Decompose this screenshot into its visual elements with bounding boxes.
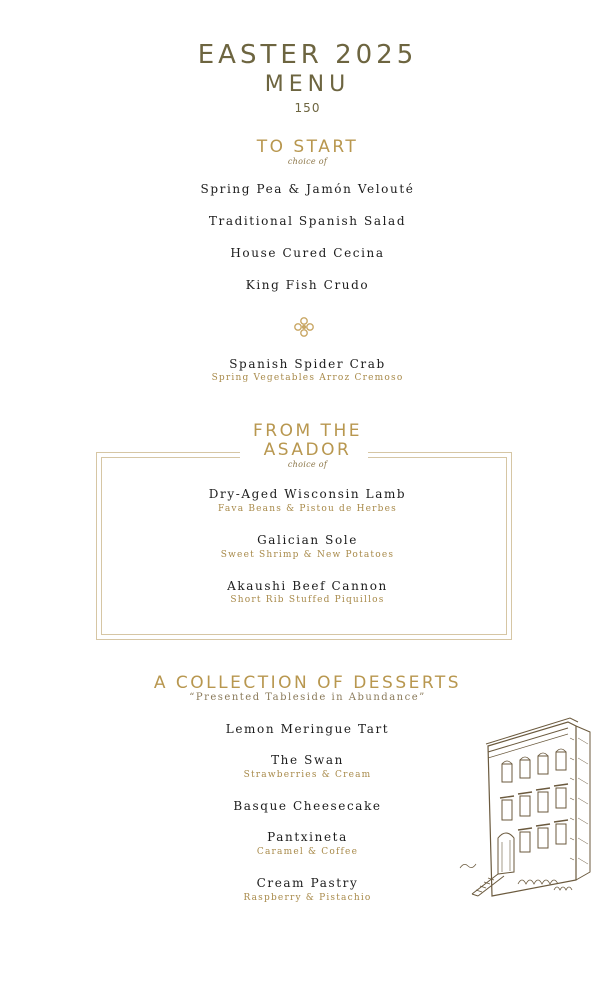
asador-item-2-description: Sweet Shrimp & New Potatoes — [220, 550, 395, 560]
middle-course-name: Spanish Spider Crab — [229, 357, 386, 371]
flower-ornament-icon — [293, 316, 315, 338]
townhouse-sketch-icon — [458, 708, 598, 906]
asador-item-3-description: Short Rib Stuffed Piquillos — [230, 595, 385, 605]
dessert-item-5-description: Raspberry & Pistachio — [243, 893, 372, 903]
desserts-heading: A COLLECTION OF DESSERTS — [153, 673, 462, 693]
asador-subheading: choice of — [287, 460, 328, 469]
dessert-item-1-name: Lemon Meringue Tart — [225, 722, 390, 736]
dessert-item-4-name: Pantxineta — [267, 830, 348, 844]
to-start-subheading: choice of — [287, 157, 328, 166]
asador-item-2-name: Galician Sole — [257, 533, 358, 547]
starter-item-2: Traditional Spanish Salad — [208, 214, 407, 228]
to-start-heading: TO START — [256, 137, 359, 157]
dessert-item-2-description: Strawberries & Cream — [243, 770, 372, 780]
dessert-item-5-name: Cream Pastry — [256, 876, 359, 890]
dessert-item-3-name: Basque Cheesecake — [233, 799, 382, 813]
asador-heading-line2: ASADOR — [263, 440, 352, 460]
asador-item-1-description: Fava Beans & Pistou de Herbes — [218, 504, 397, 514]
asador-item-3-name: Akaushi Beef Cannon — [227, 579, 388, 593]
asador-item-1-name: Dry-Aged Wisconsin Lamb — [208, 487, 407, 501]
asador-heading-line1: FROM THE — [253, 421, 362, 441]
menu-price: 150 — [294, 101, 321, 115]
menu-title-line2: MENU — [264, 72, 351, 97]
starter-item-4: King Fish Crudo — [245, 278, 370, 292]
dessert-item-4-description: Caramel & Coffee — [256, 847, 359, 857]
starter-item-1: Spring Pea & Jamón Velouté — [200, 182, 415, 196]
starter-item-3: House Cured Cecina — [230, 246, 385, 260]
menu-title-line1: EASTER 2025 — [197, 40, 418, 70]
desserts-subheading: “Presented Tableside in Abundance” — [189, 692, 426, 703]
dessert-item-2-name: The Swan — [271, 753, 344, 767]
middle-course-description: Spring Vegetables Arroz Cremoso — [211, 373, 404, 383]
